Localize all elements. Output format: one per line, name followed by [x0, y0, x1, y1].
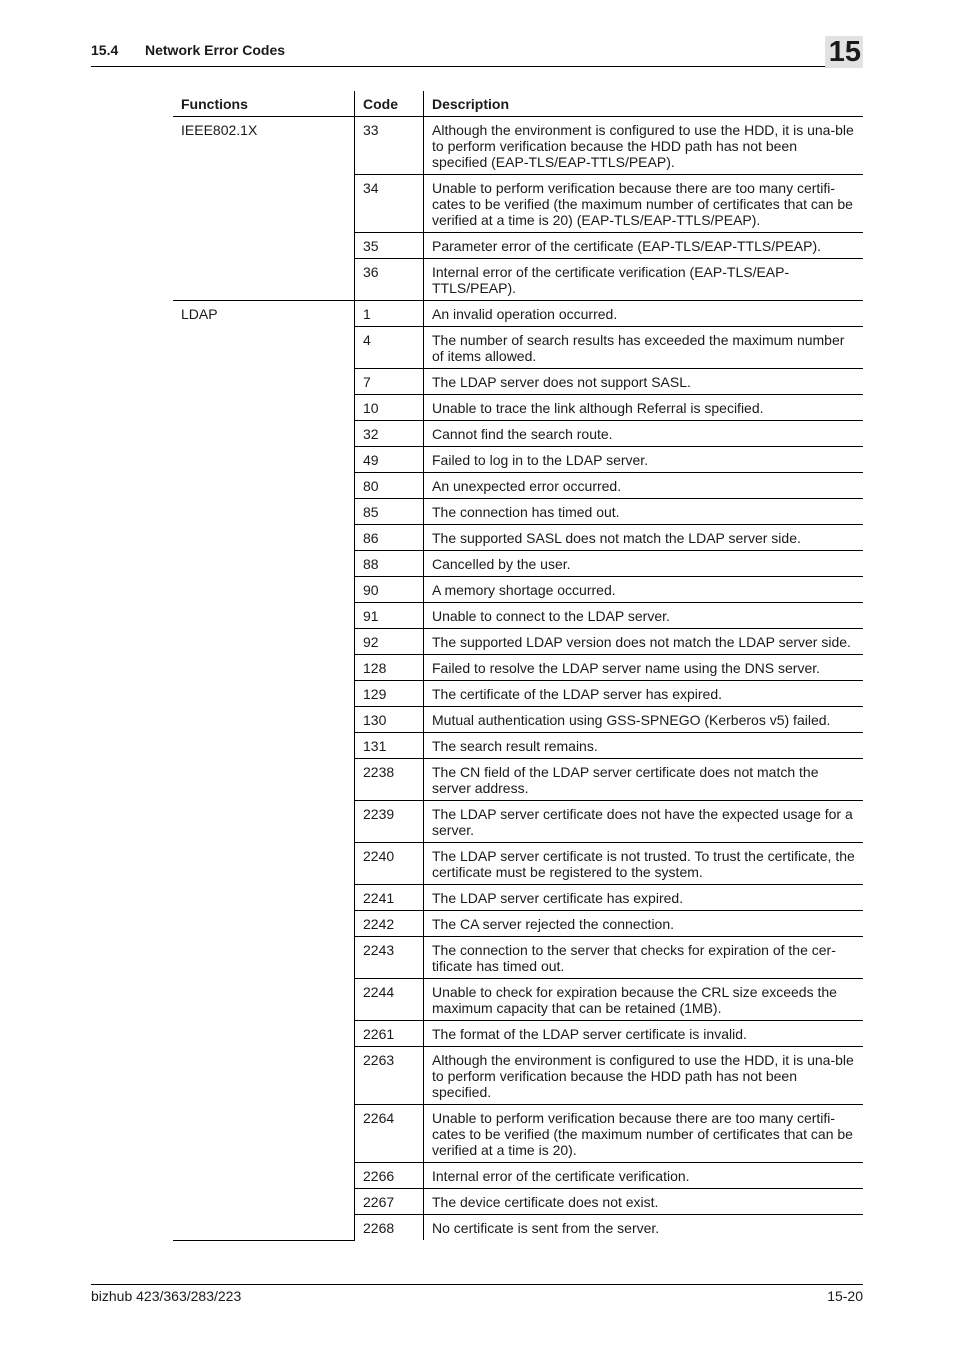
description-cell: The format of the LDAP server certificate is invalid. — [424, 1021, 864, 1047]
description-cell: The number of search results has exceeded the maximum number of items allowed. — [424, 327, 864, 369]
code-cell: 49 — [355, 447, 424, 473]
code-cell: 85 — [355, 499, 424, 525]
code-cell: 86 — [355, 525, 424, 551]
description-cell: The search result remains. — [424, 733, 864, 759]
code-cell: 88 — [355, 551, 424, 577]
description-cell: The CN field of the LDAP server certificate does not match the server address. — [424, 759, 864, 801]
description-cell: The supported SASL does not match the LDAP server side. — [424, 525, 864, 551]
section-number: 15.4 — [91, 42, 119, 58]
description-cell: Unable to perform verification because there are too many certifi-cates to be verified (the maximum number of certificates that can be verified at a time is 20). — [424, 1105, 864, 1163]
code-cell: 2242 — [355, 911, 424, 937]
description-cell: Unable to connect to the LDAP server. — [424, 603, 864, 629]
code-cell: 2238 — [355, 759, 424, 801]
code-cell: 90 — [355, 577, 424, 603]
code-cell: 91 — [355, 603, 424, 629]
table-row — [173, 117, 863, 175]
table-body — [173, 117, 863, 1241]
column-header-code: Code — [355, 91, 424, 117]
description-cell: No certificate is sent from the server. — [424, 1215, 864, 1241]
code-cell: 2266 — [355, 1163, 424, 1189]
column-header-functions: Functions — [173, 91, 355, 117]
code-cell: 129 — [355, 681, 424, 707]
code-cell: 131 — [355, 733, 424, 759]
function-cell: IEEE802.1X — [173, 117, 355, 301]
code-cell: 4 — [355, 327, 424, 369]
code-cell: 2243 — [355, 937, 424, 979]
description-cell: The connection to the server that checks for expiration of the cer-tificate has timed out. — [424, 937, 864, 979]
error-code-table — [173, 91, 863, 1241]
description-cell: The certificate of the LDAP server has expired. — [424, 681, 864, 707]
code-cell: 7 — [355, 369, 424, 395]
code-cell: 36 — [355, 259, 424, 301]
description-cell: Cancelled by the user. — [424, 551, 864, 577]
description-cell: Unable to trace the link although Referral is specified. — [424, 395, 864, 421]
description-cell: The connection has timed out. — [424, 499, 864, 525]
code-cell: 2240 — [355, 843, 424, 885]
code-cell: 34 — [355, 175, 424, 233]
description-cell: Unable to perform verification because there are too many certifi-cates to be verified (the maximum number of certificates that can be verified at a time is 20) (EAP-TLS/EAP-TTLS/PEAP). — [424, 175, 864, 233]
description-cell: An invalid operation occurred. — [424, 301, 864, 327]
description-cell: Cannot find the search route. — [424, 421, 864, 447]
description-cell: Although the environment is configured to use the HDD, it is una-ble to perform verification because the HDD path has not been specified (EAP-TLS/EAP-TTLS/PEAP). — [424, 117, 864, 175]
code-cell: 2268 — [355, 1215, 424, 1241]
description-cell: The CA server rejected the connection. — [424, 911, 864, 937]
table-header-row — [173, 91, 863, 117]
description-cell: Internal error of the certificate verification. — [424, 1163, 864, 1189]
code-cell: 2241 — [355, 885, 424, 911]
description-cell: Unable to check for expiration because the CRL size exceeds the maximum capacity that can be retained (1MB). — [424, 979, 864, 1021]
code-cell: 80 — [355, 473, 424, 499]
page-footer — [91, 1284, 863, 1304]
code-cell: 128 — [355, 655, 424, 681]
description-cell: Parameter error of the certificate (EAP-TLS/EAP-TTLS/PEAP). — [424, 233, 864, 259]
footer-model: bizhub 423/363/283/223 — [91, 1288, 242, 1304]
footer-page-number: 15-20 — [827, 1288, 863, 1304]
description-cell: The LDAP server does not support SASL. — [424, 369, 864, 395]
description-cell: An unexpected error occurred. — [424, 473, 864, 499]
table-row — [173, 301, 863, 327]
chapter-number: 15 — [825, 36, 863, 68]
code-cell: 130 — [355, 707, 424, 733]
section-title: Network Error Codes — [145, 42, 286, 58]
code-cell: 1 — [355, 301, 424, 327]
code-cell: 35 — [355, 233, 424, 259]
description-cell: The supported LDAP version does not match the LDAP server side. — [424, 629, 864, 655]
column-header-description: Description — [424, 91, 864, 117]
description-cell: Failed to resolve the LDAP server name using the DNS server. — [424, 655, 864, 681]
code-cell: 2263 — [355, 1047, 424, 1105]
description-cell: The LDAP server certificate does not have the expected usage for a server. — [424, 801, 864, 843]
description-cell: Internal error of the certificate verification (EAP-TLS/EAP-TTLS/PEAP). — [424, 259, 864, 301]
code-cell: 32 — [355, 421, 424, 447]
code-cell: 92 — [355, 629, 424, 655]
description-cell: The device certificate does not exist. — [424, 1189, 864, 1215]
page-header — [91, 36, 863, 67]
code-cell: 10 — [355, 395, 424, 421]
code-cell: 2264 — [355, 1105, 424, 1163]
code-cell: 2261 — [355, 1021, 424, 1047]
description-cell: The LDAP server certificate has expired. — [424, 885, 864, 911]
code-cell: 2244 — [355, 979, 424, 1021]
description-cell: Mutual authentication using GSS-SPNEGO (Kerberos v5) failed. — [424, 707, 864, 733]
description-cell: Although the environment is configured to use the HDD, it is una-ble to perform verification because the HDD path has not been specified. — [424, 1047, 864, 1105]
description-cell: Failed to log in to the LDAP server. — [424, 447, 864, 473]
code-cell: 2267 — [355, 1189, 424, 1215]
code-cell: 2239 — [355, 801, 424, 843]
description-cell: A memory shortage occurred. — [424, 577, 864, 603]
code-cell: 33 — [355, 117, 424, 175]
description-cell: The LDAP server certificate is not trusted. To trust the certificate, the certificate must be registered to the system. — [424, 843, 864, 885]
function-cell: LDAP — [173, 301, 355, 1241]
